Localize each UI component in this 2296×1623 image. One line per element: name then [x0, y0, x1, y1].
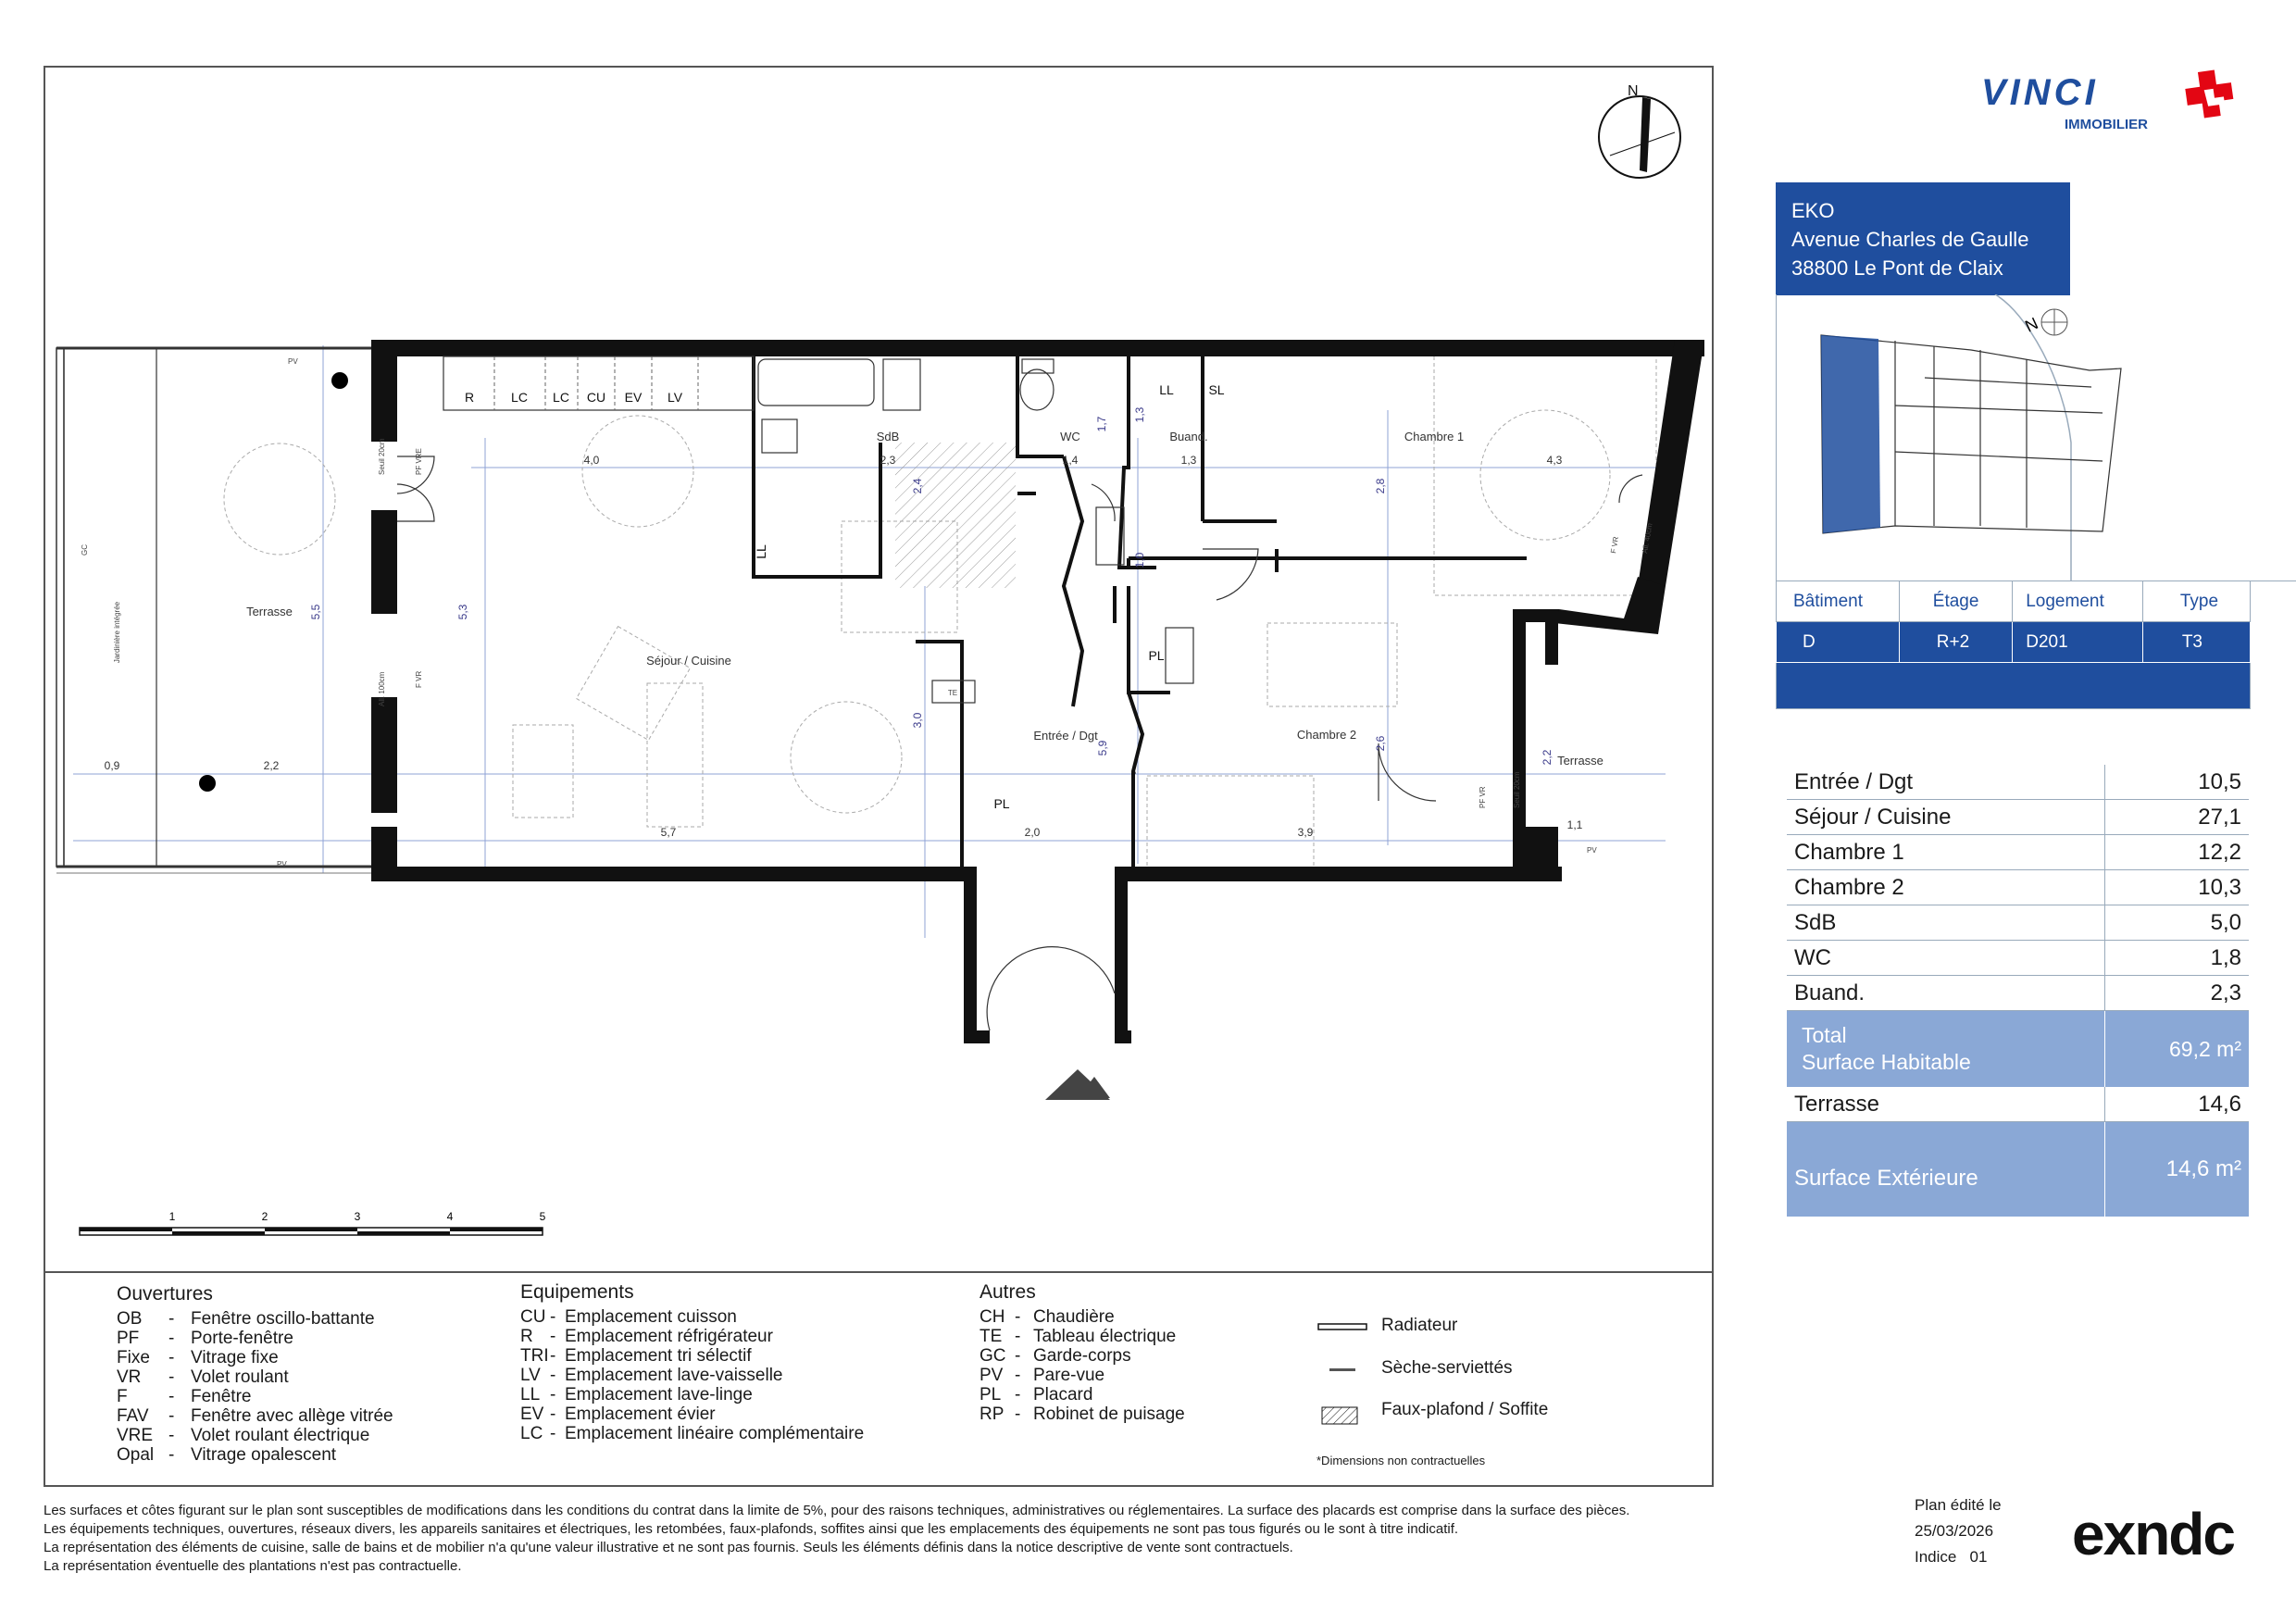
edition-date: 25/03/2026	[1915, 1522, 1994, 1540]
legend-item: LC - Emplacement linéaire complémentaire	[520, 1424, 865, 1443]
scale-tick: 5	[539, 1210, 546, 1223]
pv-label: PV	[1587, 846, 1597, 855]
dim-jardiniere-w: 0,9	[104, 759, 120, 772]
dim-terrasse-e-w: 1,1	[1566, 818, 1583, 831]
legend-item: Fixe - Vitrage fixe	[117, 1348, 279, 1367]
surface-label: WC	[1787, 941, 2104, 976]
dim-ch1-h: 2,8	[1374, 478, 1387, 494]
legend-autres	[980, 1281, 1185, 1424]
room-chambre1: Chambre 1	[1404, 430, 1465, 443]
dim-sejour-bottom: 5,7	[660, 826, 677, 839]
pf-vr-label: PF VR	[1479, 786, 1487, 808]
seuil-label: Seuil 20cm	[378, 438, 386, 475]
eq-lc: LC	[511, 390, 528, 405]
room-wc: WC	[1060, 430, 1080, 443]
architect-logo: exndc	[2072, 1501, 2234, 1567]
surface-value: 1,8	[2104, 941, 2249, 976]
project-name: EKO	[1791, 199, 1835, 222]
legend-item: FAV - Fenêtre avec allège vitrée	[117, 1406, 393, 1426]
eq-pl: PL	[1148, 648, 1165, 663]
surface-value: 12,2	[2104, 835, 2249, 870]
surface-value: 14,6	[2104, 1087, 2249, 1122]
room-entree: Entrée / Dgt	[1033, 729, 1098, 743]
eq-ll: LL	[1159, 382, 1174, 397]
room-buand: Buand.	[1169, 430, 1208, 443]
legend-item: VRE - Volet roulant électrique	[117, 1426, 370, 1445]
dim-ch1-w: 4,3	[1546, 454, 1563, 467]
legend-item: CU - Emplacement cuisson	[520, 1307, 737, 1327]
surfaces-table	[1787, 765, 2249, 1217]
legend-item: F - Fenêtre	[117, 1387, 252, 1406]
brand-logo	[1972, 65, 2250, 139]
legend-item: LL - Emplacement lave-linge	[520, 1385, 753, 1405]
room-sejour: Séjour / Cuisine	[646, 654, 731, 668]
north-label: N	[1628, 83, 1639, 99]
legend-item: GC - Garde-corps	[980, 1346, 1131, 1366]
scale-tick: 4	[446, 1210, 454, 1223]
surface-label: Entrée / Dgt	[1787, 765, 2104, 800]
info-header: Bâtiment	[1777, 581, 1900, 622]
legend-item: TRI- Emplacement tri sélectif	[520, 1346, 752, 1366]
f-vr-label: F VR	[415, 670, 423, 688]
info-header: Type	[2142, 581, 2250, 622]
dim-entree-bottom: 2,0	[1024, 826, 1041, 839]
info-value: D	[1777, 622, 1900, 663]
legend-seche-serviettes: Sèche-serviettés	[1381, 1358, 1513, 1378]
total-label-1: Total	[1802, 1023, 1847, 1047]
room-sdb: SdB	[876, 430, 900, 443]
dim-wc-h: 1,7	[1095, 416, 1108, 432]
legend-item: EV - Emplacement évier	[520, 1405, 716, 1424]
scale-bar	[80, 1210, 546, 1235]
dim-entree-h1: 3,0	[911, 712, 924, 729]
brand-subtitle: IMMOBILIER	[2065, 117, 2148, 132]
total-label-2: Surface Habitable	[1802, 1050, 1971, 1074]
eq-cu: CU	[586, 390, 606, 405]
dim-terrasse-h: 5,5	[309, 604, 322, 620]
project-city: 38800 Le Pont de Claix	[1791, 256, 2003, 280]
legend-radiateur: Radiateur	[1381, 1316, 1458, 1335]
surface-label: Chambre 1	[1787, 835, 2104, 870]
unit-info-table	[1776, 581, 2251, 709]
eq-ev: EV	[624, 390, 643, 405]
scale-tick: 3	[354, 1210, 361, 1223]
legend-item: PF - Porte-fenêtre	[117, 1329, 293, 1348]
floor-plan	[45, 68, 1712, 1269]
disclaimer-line: La représentation des éléments de cuisine, salle de bains et de mobilier n'a qu'une valeur illustrative et ne sont pas fournis. Seuls les éléments définis dans la notice descriptive de vente sont contractuels.	[44, 1540, 1293, 1555]
ext-label: Surface Extérieure	[1787, 1122, 2104, 1217]
disclaimer-line: La représentation éventuelle des plantations n'est pas contractuelle.	[44, 1558, 462, 1574]
legend-symbols	[1316, 1315, 1705, 1481]
info-header: Logement	[2013, 581, 2143, 622]
project-box	[1776, 182, 2070, 295]
dim-sejour-w: 4,0	[583, 454, 600, 467]
surface-label: Buand.	[1787, 976, 2104, 1011]
pv-label: PV	[277, 860, 287, 868]
faux-plafond-zone	[895, 443, 1016, 588]
dim-passage: 1,0	[1133, 552, 1146, 568]
dim-wc-w: 1,4	[1062, 454, 1079, 467]
dim-entree-h2: 5,9	[1096, 740, 1109, 756]
legend-item: TE - Tableau électrique	[980, 1327, 1177, 1346]
surface-value: 10,3	[2104, 870, 2249, 905]
scale-tick: 1	[168, 1210, 176, 1223]
info-blank-row	[1777, 663, 2251, 709]
eq-te: TE	[947, 689, 958, 697]
legend-item: LV - Emplacement lave-vaisselle	[520, 1366, 783, 1385]
edition-info	[1915, 1492, 2002, 1570]
legend-note: *Dimensions non contractuelles	[1316, 1454, 1486, 1467]
legend-faux-plafond: Faux-plafond / Soffite	[1381, 1400, 1549, 1419]
jardiniere-label: Jardinière intégrée	[113, 601, 121, 664]
key-plan-card	[1776, 294, 2296, 581]
info-value: T3	[2142, 622, 2250, 663]
walls	[371, 340, 1704, 1043]
allege-label: All. 100cm	[378, 671, 386, 706]
brand-mark	[2185, 65, 2240, 131]
disclaimer	[44, 1502, 1895, 1576]
eq-ll: LL	[754, 544, 768, 559]
legend-item: Opal - Vitrage opalescent	[117, 1445, 337, 1465]
room-chambre2: Chambre 2	[1296, 728, 1357, 742]
key-plan-highlight	[1821, 335, 1880, 533]
legend-separator	[44, 1271, 1714, 1273]
total-value: 69,2 m²	[2104, 1011, 2249, 1088]
surface-label: Séjour / Cuisine	[1787, 800, 2104, 835]
terrace-west	[56, 348, 374, 873]
north-arrow	[1599, 83, 1680, 178]
legend-title: Equipements	[520, 1281, 634, 1303]
dim-ch2-bottom: 3,9	[1297, 826, 1314, 839]
surface-value: 27,1	[2104, 800, 2249, 835]
dim-terrasse-w: 2,2	[263, 759, 280, 772]
eq-pl: PL	[993, 796, 1010, 811]
disclaimer-line: Les surfaces et côtes figurant sur le plan sont susceptibles de modifications dans les conditions du contrat dans la limite de 5%, pour des raisons techniques, administratives ou réglementaires. La surface des placards est comprise dans la surface des pièces.	[44, 1503, 1630, 1518]
legend-item: PV - Pare-vue	[980, 1366, 1105, 1385]
legend-ouvertures	[117, 1283, 393, 1465]
eq-r: R	[464, 390, 475, 405]
key-plan-north: N	[2022, 314, 2041, 336]
project-street: Avenue Charles de Gaulle	[1791, 228, 2029, 251]
surface-value: 10,5	[2104, 765, 2249, 800]
legend-item: PL - Placard	[980, 1385, 1093, 1405]
disclaimer-line: Les équipements techniques, ouvertures, réseaux divers, les appareils sanitaires et électriques, les retombées, faux-plafonds, soffites ainsi que les emplacements des équipements ne sont pas tous figurés ou le sont à titre indicatif.	[44, 1521, 1459, 1537]
entry-marker	[1045, 1069, 1110, 1100]
legend-item: OB - Fenêtre oscillo-battante	[117, 1309, 375, 1329]
partitions-b	[916, 558, 1129, 868]
dim-ch2-h: 2,6	[1374, 735, 1387, 752]
legend-symbol-icons	[1316, 1315, 1372, 1426]
brand-name: VINCI	[1981, 72, 2099, 113]
ext-value: 14,6 m²	[2104, 1122, 2249, 1217]
dim-sdb-w: 2,3	[880, 454, 896, 467]
info-value: D201	[2013, 622, 2143, 663]
dim-sejour-h: 5,3	[456, 604, 469, 620]
room-terrasse-east: Terrasse	[1557, 754, 1603, 768]
dim-buand-h: 1,3	[1133, 406, 1146, 423]
gc-label: GC	[81, 544, 89, 556]
legend-item: VR - Volet roulant	[117, 1367, 289, 1387]
surface-label: SdB	[1787, 905, 2104, 941]
dim-terrasse-e-h: 2,2	[1541, 749, 1554, 766]
dim-buand-w: 1,3	[1180, 454, 1197, 467]
surface-value: 5,0	[2104, 905, 2249, 941]
surface-label: Chambre 2	[1787, 870, 2104, 905]
room-terrasse-west: Terrasse	[246, 605, 293, 618]
legend-item: R - Emplacement réfrigérateur	[520, 1327, 773, 1346]
info-value: R+2	[1899, 622, 2012, 663]
info-header: Étage	[1899, 581, 2012, 622]
legend-equipements	[520, 1281, 864, 1443]
seuil-label: Seuil 20cm	[1513, 771, 1521, 808]
eq-sl: SL	[1208, 382, 1225, 397]
scale-tick: 2	[261, 1210, 268, 1223]
edition-indice: Indice 01	[1915, 1548, 1988, 1566]
legend-item: CH - Chaudière	[980, 1307, 1115, 1327]
surface-value: 2,3	[2104, 976, 2249, 1011]
eq-lc: LC	[553, 390, 569, 405]
allege-label: All. 40cm	[1641, 522, 1654, 555]
surface-label: Terrasse	[1787, 1087, 2104, 1122]
legend-title: Ouvertures	[117, 1283, 213, 1305]
pf-vre-label: PF VRE	[415, 448, 423, 475]
total-label	[1787, 1011, 2104, 1088]
doors	[397, 456, 1642, 1030]
eq-lv: LV	[667, 390, 683, 405]
key-plan	[1777, 294, 2296, 581]
f-vr-label: F VR	[1609, 535, 1621, 555]
edition-label: Plan édité le	[1915, 1496, 2002, 1514]
dim-sdb-h: 2,4	[911, 478, 924, 494]
legend-title: Autres	[980, 1281, 1036, 1303]
pv-label: PV	[288, 357, 298, 366]
legend-item: RP - Robinet de puisage	[980, 1405, 1185, 1424]
